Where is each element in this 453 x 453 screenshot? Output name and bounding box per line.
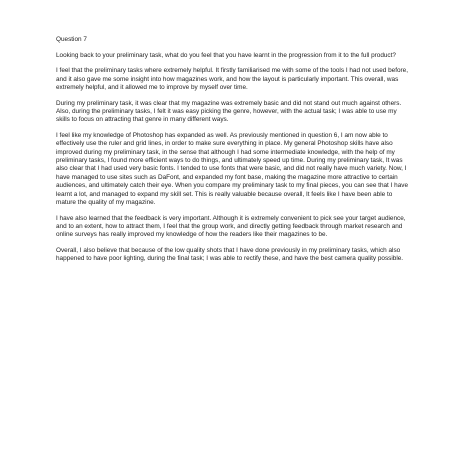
paragraph-feedback: I have also learned that the feedback is very important. Although it is extremely convenient to pick see your target audience, and to an extent, how to attract them, I feel that the group work, and directly getting feedback through market research and online surveys has really improved my knowledge of how the readers like their magazines to be. [56,214,406,239]
question-prompt: Looking back to your preliminary task, what do you feel that you have learnt in the progression from it to the full product? [56,52,396,59]
paragraph-preliminary-tasks: I feel that the preliminary tasks where extremely helpful. It firstly familiarised me with some of the tools I had not used before, and it also gave me some insight into how magazines work, and how the layout is particularly important. This overall, was extremely helpful, and it allowed me to improve by myself over time. [56,67,409,92]
paragraph-photoshop-knowledge: I feel like my knowledge of Photoshop has expanded as well. As previously mentioned in question 6, I am now able to effectively use the ruler and grid lines, in order to make sure everything in place. My general Photoshop skills have also improved during my preliminary task, in the sense that although I had some intermediate knowledge, with the help of my preliminary tasks, I found more efficient ways to do things, and ultimately speed up time. During my preliminary task, It was also clear that I had used very basic fonts. I tended to use fonts that were basic, and did not really have much variety. Now, I have managed to use sites such as DaFont, and expanded my font base, making the magazine more attractive to certain audiences, and ultimately catch their eye. When you compare my preliminary task to my final pieces, you can see that I have learnt a lot, and managed to expand my skill set. This is really valuable because overall, It feels like I have been able to mature the quality of my magazine. [56,131,409,207]
document-page [56,36,408,271]
paragraph-overall: Overall, I also believe that because of the low quality shots that I have done previously in my preliminary tasks, which also happened to have poor lighting, during the final task; I was able to rectify these, and have the best camera quality possible. [56,246,404,263]
paragraph-basic-magazine: During my preliminary task, it was clear that my magazine was extremely basic and did not stand out much against others. Also, during the preliminary tasks, I felt it was easy picking the genre, however, with the actual task; I was able to use my skills to focus on attracting that genre in many different ways. [56,99,402,124]
question-heading: Question 7 [56,36,87,43]
